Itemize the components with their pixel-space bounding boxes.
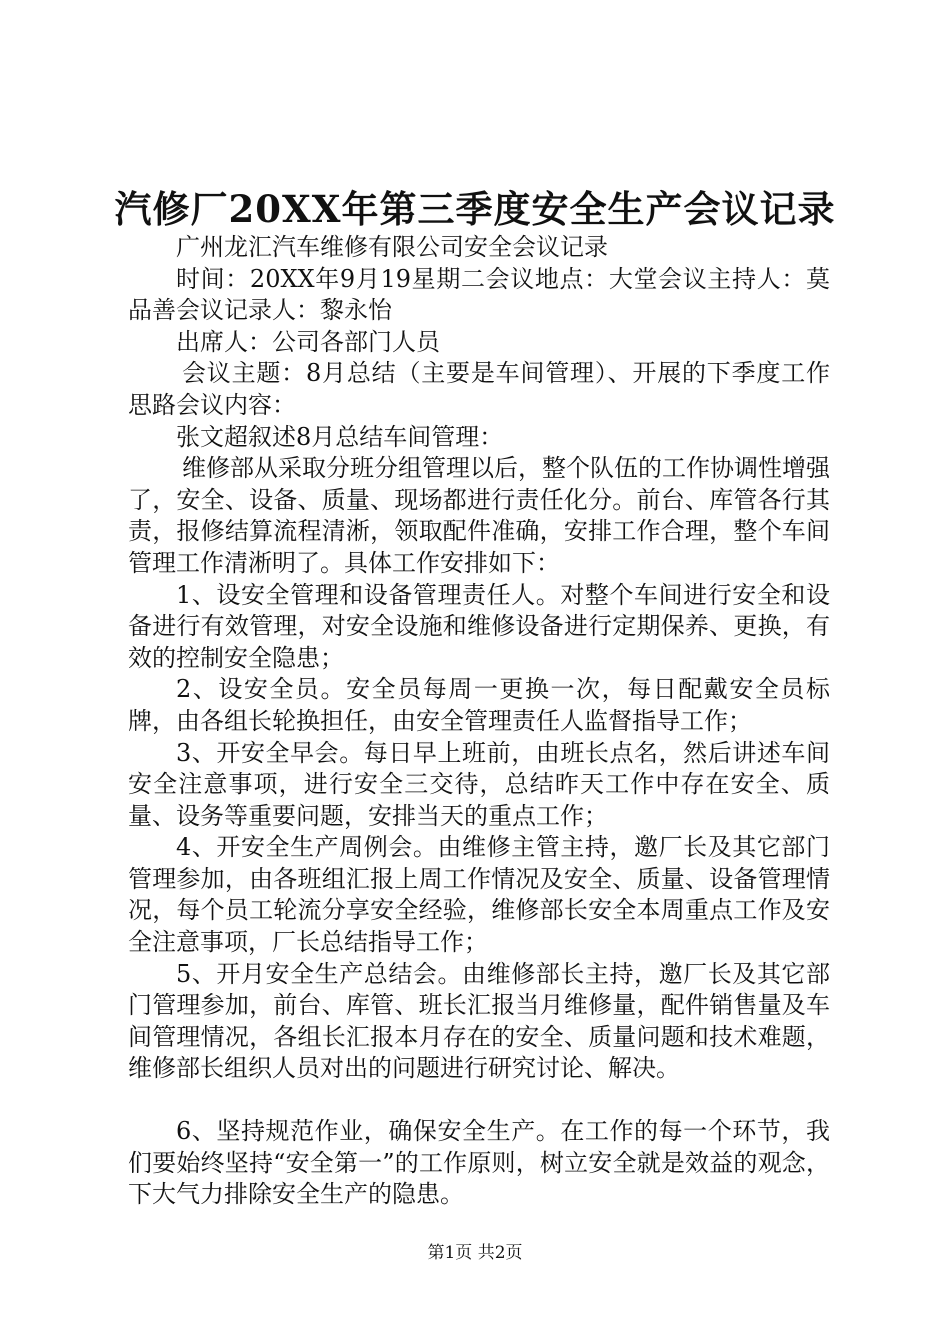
page-number-footer: 第1页 共2页 <box>427 1243 523 1263</box>
paragraph-item-1: 1、设安全管理和设备管理责任人。对整个车间进行安全和设备进行有效管理，对安全设施和维修设备进行定期保养、更换，有效的控制安全隐患； <box>128 580 830 672</box>
document-title: 汽修厂20XX年第三季度安全生产会议记录 <box>114 187 836 231</box>
paragraph-company-record: 广州龙汇汽车维修有限公司安全会议记录 <box>176 233 608 261</box>
paragraph-summary-intro: 张文超叙述8月总结车间管理： <box>176 422 504 451</box>
paragraph-item-5: 5、开月安全生产总结会。由维修部长主持，邀厂长及其它部门管理参加，前台、库管、班长汇报当月维修量，配件销售量及车间管理情况，各组长汇报本月存在的安全、质量问题和技术难题，维修部长组织人员对出的问题进行研究讨论、解决。 <box>128 959 830 1083</box>
paragraph-attendees: 出席人：公司各部门人员 <box>176 327 440 356</box>
paragraph-item-2: 2、设安全员。安全员每周一更换一次，每日配戴安全员标牌，由各组长轮换担任，由安全管理责任人监督指导工作； <box>128 675 830 735</box>
paragraph-meeting-time: 时间：20XX年9月19星期二会议地点：大堂会议主持人：莫品善会议记录人：黎永怡 <box>128 264 830 325</box>
paragraph-item-4: 4、开安全生产周例会。由维修主管主持，邀厂长及其它部门管理参加，由各班组汇报上周工作情况及安全、质量、设备管理情况，每个员工轮流分享安全经验，维修部长安全本周重点工作及安全注意事项，厂长总结指导工作； <box>128 833 830 957</box>
paragraph-spacer <box>128 1085 830 1116</box>
document-body <box>128 232 830 1211</box>
paragraph-item-6: 6、坚持规范作业，确保安全生产。在工作的每一个环节，我们要始终坚持“安全第一”的工作原则，树立安全就是效益的观念，下大气力排除安全生产的隐患。 <box>128 1117 830 1209</box>
paragraph-workshop-management: 维修部从采取分班分组管理以后，整个队伍的工作协调性增强了，安全、设备、质量、现场都进行责任化分。前台、库管各行其责，报修结算流程清淅，领取配件准确，安排工作合理，整个车间管理工作清淅明了。具体工作安排如下： <box>128 454 830 577</box>
paragraph-item-3: 3、开安全早会。每日早上班前，由班长点名，然后讲述车间安全注意事项，进行安全三交待，总结昨天工作中存在安全、质量、设务等重要问题，安排当天的重点工作； <box>128 738 830 830</box>
paragraph-meeting-topic: 会议主题：8月总结（主要是车间管理）、开展的下季度工作思路会议内容： <box>128 359 830 419</box>
